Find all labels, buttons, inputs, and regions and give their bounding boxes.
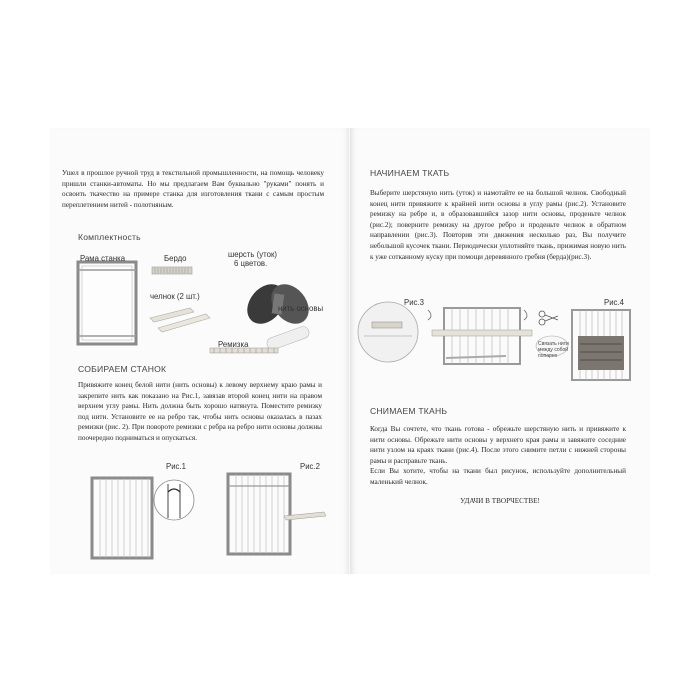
remove-fabric-paragraph: Когда Вы сочтете, что ткань готова - обрежьте шерстяную нить и привяжите к нити основы. Обрежьте нити основы у верхнего края рамы и завяжите соседние нити узлом на краях ткани (рис.4). После этого снимите петли с нижней стороны рамы и расправьте ткань. <box>370 425 626 465</box>
label-shuttle: челнок (2 шт.) <box>150 292 200 301</box>
figure-2-illustration <box>224 468 334 560</box>
label-frame: Рама станка <box>80 254 126 263</box>
right-page <box>350 128 650 574</box>
figure-1-illustration <box>88 470 198 562</box>
assembly-paragraph: Привяжите конец белой нити (нить основы) к левому верхнему краю рамы и закрепите нить как показано на Рис.1, завязав второй конец нити на правом верхнем углу рамы. Нить должна быть хорошо натянута. Поместите ремизку под нити. Установите ее на ребро так, чтобы нить основы оказалась в пазах ремизки (рис. 2). При повороте ремизки с ребра на ребро нити основы должны поочередно подниматься и опускаться. <box>78 381 322 442</box>
left-page <box>50 128 350 574</box>
reed-image <box>152 267 192 274</box>
label-reed: Бердо <box>164 254 187 263</box>
scissors-icon <box>539 311 558 325</box>
shuttles-image <box>150 308 210 332</box>
figure-4-note: Связать нити между собой попарно <box>538 341 569 359</box>
figure-3-caption: Рис.3 <box>404 298 424 307</box>
figure-3-illustration <box>356 296 536 376</box>
label-yarn-colors: 6 цветов. <box>234 259 268 268</box>
pattern-paragraph: Если Вы хотите, чтобы на ткани был рисунок, используйте дополнительный маленький челнок. <box>370 467 626 486</box>
closing-line: УДАЧИ В ТВОРЧЕСТВЕ! <box>460 497 540 505</box>
start-weaving-paragraph: Выберите шерстяную нить (уток) и намотайте ее на большой челнок. Свободный конец нити привяжите к крайней нити основы в углу рамы (рис.2). Установите ремизку на ребре и, в образовавшийся зазор нити основы, проденьте челнок (рис.2); поверните ремизку на другое ребро и проденьте челнок в обратном направлении (рис.3). Повторив эти движения несколько раз, Вы получите небольшой кусочек ткани. Периодически уплотняйте ткань, прижимая новую нить к уже сотканному куску при помощи деревянного гребня (берда)(рис.3). <box>370 189 626 261</box>
figure-4-caption: Рис.4 <box>604 298 624 307</box>
assembly-heading: СОБИРАЕМ СТАНОК <box>78 364 167 374</box>
warp-thread-roll-image <box>265 325 310 351</box>
remove-fabric-heading: СНИМАЕМ ТКАНЬ <box>370 406 448 416</box>
label-heddle: Ремизка <box>218 340 249 349</box>
instruction-booklet <box>50 128 650 574</box>
label-warp: нить основы <box>278 304 324 313</box>
start-weaving-heading: НАЧИНАЕМ ТКАТЬ <box>370 168 450 178</box>
figure-2-caption: Рис.2 <box>300 462 320 471</box>
kit-heading: Комплектность <box>78 232 141 242</box>
figure-1-caption: Рис.1 <box>166 462 186 471</box>
label-yarn: шерсть (уток) <box>228 250 277 259</box>
intro-paragraph: Ушел в прошлое ручной труд в текстильной промышленности, на помощь человеку пришли станки-автоматы. Но мы предлагаем Вам буквально "руками" понять и освоить ткачество на примере станка для изготовления ткани с самым простым переплетением нитей - полотняным. <box>62 169 324 209</box>
loom-frame-image <box>78 262 136 344</box>
